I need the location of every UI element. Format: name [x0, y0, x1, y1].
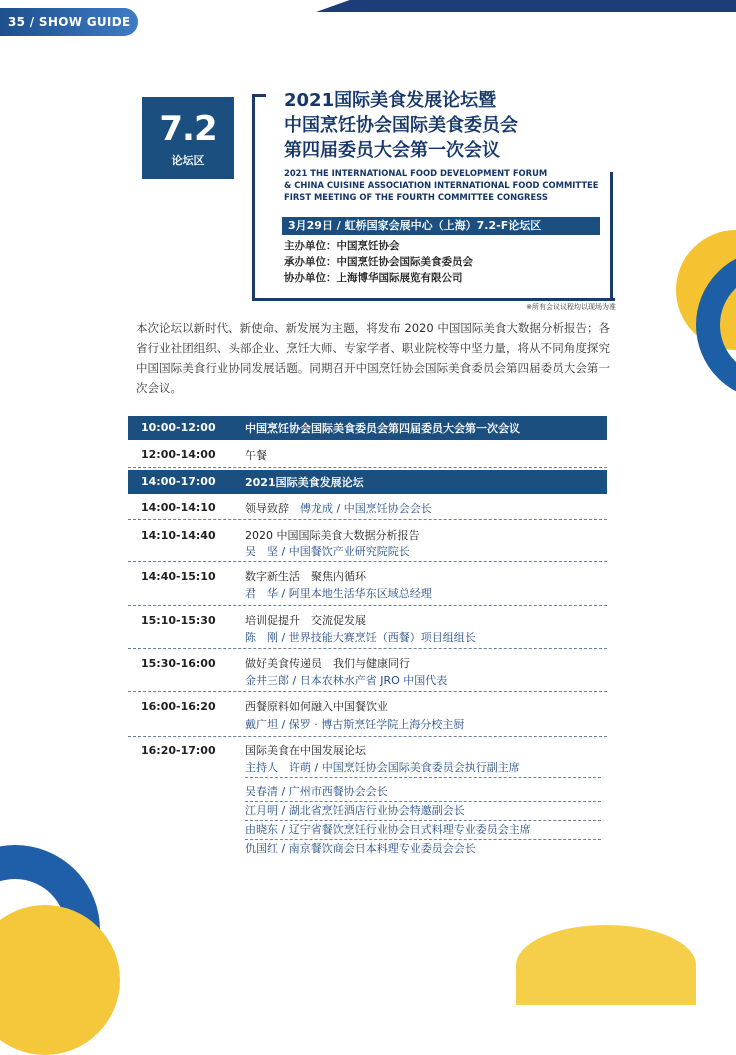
title-line: 2021国际美食发展论坛暨 — [284, 90, 497, 111]
schedule-row — [128, 562, 607, 606]
organizer-undertaker: 承办单位：中国烹饪协会国际美食委员会 — [284, 256, 473, 268]
row-time: 14:00-17:00 — [141, 475, 216, 488]
row-title: 午餐 — [245, 449, 267, 462]
page-tab: 35 / SHOW GUIDE — [0, 8, 138, 36]
row-title: 中国烹饪协会国际美食委员会第四届委员大会第一次会议 — [245, 422, 520, 435]
panelist: 由晓东 / 辽宁省餐饮烹饪行业协会日式料理专业委员会主席 — [245, 821, 601, 840]
bottom-left-yellow-circle — [0, 905, 120, 1055]
row-speaker: 君 华 / 阿里本地生活华东区域总经理 — [245, 587, 432, 600]
row-speaker: 陈 刚 / 世界技能大赛烹饪（西餐）项目组组长 — [245, 631, 476, 644]
row-time: 14:00-14:10 — [141, 501, 216, 514]
row-time: 14:40-15:10 — [141, 570, 216, 583]
row-host: 主持人 许萌 / 中国烹饪协会国际美食委员会执行副主席 — [245, 759, 601, 778]
schedule-row — [128, 649, 607, 692]
subtitle-line: 2021 THE INTERNATIONAL FOOD DEVELOPMENT FORUM — [284, 168, 548, 178]
bottom-right-yellow-shape — [516, 925, 696, 1005]
badge-label: 论坛区 — [171, 154, 205, 167]
title-line: 第四届委员大会第一次会议 — [284, 140, 500, 161]
schedule-row — [128, 470, 607, 494]
row-time: 16:20-17:00 — [141, 744, 216, 757]
agenda-note: ※所有会议议程均以现场为准 — [526, 303, 616, 311]
row-time: 16:00-16:20 — [141, 700, 216, 713]
date-venue-bar: 3月29日 / 虹桥国家会展中心（上海）7.2-F论坛区 — [282, 217, 600, 235]
subtitle-line: & CHINA CUISINE ASSOCIATION INTERNATIONAL FOOD COMMITTEE — [284, 180, 599, 190]
row-title: 数字新生活 聚焦内循环 — [245, 570, 366, 583]
row-title: 2020 中国国际美食大数据分析报告 — [245, 529, 420, 542]
panelist: 江月明 / 湖北省烹饪酒店行业协会特邀副会长 — [245, 802, 601, 821]
organizer-host: 主办单位：中国烹饪协会 — [284, 240, 400, 252]
row-title: 领导致辞 — [245, 502, 289, 515]
row-time: 14:10-14:40 — [141, 529, 216, 542]
organizer-co: 协办单位：上海博华国际展览有限公司 — [284, 272, 463, 284]
frame-right-line — [610, 172, 613, 301]
badge-number: 7.2 — [159, 109, 217, 149]
row-title: 培训促提升 交流促发展 — [245, 614, 366, 627]
row-speaker: 傅龙成 / 中国烹饪协会会长 — [300, 502, 432, 515]
subtitle-line: FIRST MEETING OF THE FOURTH COMMITTEE CONGRESS — [284, 192, 548, 202]
row-title: 2021国际美食发展论坛 — [245, 476, 364, 489]
schedule-row — [128, 692, 607, 737]
panelist: 吴春清 / 广州市西餐协会会长 — [245, 783, 601, 802]
row-time: 15:10-15:30 — [141, 614, 216, 627]
row-speaker: 金井三郎 / 日本农林水产省 JRO 中国代表 — [245, 674, 448, 687]
row-content — [245, 500, 601, 517]
title-line: 中国烹饪协会国际美食委员会 — [284, 115, 518, 136]
schedule-row — [128, 442, 607, 468]
schedule-row — [128, 606, 607, 649]
frame-top-tick — [252, 94, 266, 97]
row-speaker: 戴广坦 / 保罗 · 博古斯烹饪学院上海分校主厨 — [245, 718, 465, 731]
event-title — [284, 88, 604, 163]
row-time: 10:00-12:00 — [141, 421, 216, 434]
top-decoration-bar — [316, 0, 736, 12]
event-subtitle — [284, 167, 604, 203]
row-title: 做好美食传递员 我们与健康同行 — [245, 657, 410, 670]
row-speaker: 吴 坚 / 中国餐饮产业研究院院长 — [245, 545, 410, 558]
schedule-row — [128, 416, 607, 440]
schedule-row — [128, 496, 607, 520]
panelist: 仇国红 / 南京餐饮商会日本料理专业委员会会长 — [245, 842, 476, 855]
schedule-row — [128, 520, 607, 562]
row-title: 国际美食在中国发展论坛 — [245, 744, 366, 757]
row-time: 15:30-16:00 — [141, 657, 216, 670]
row-time: 12:00-14:00 — [141, 448, 216, 461]
area-badge — [142, 97, 234, 179]
row-title: 西餐原料如何融入中国餐饮业 — [245, 700, 388, 713]
intro-paragraph: 本次论坛以新时代、新使命、新发展为主题，将发布 2020 中国国际美食大数据分析报告；各省行业社团组织、头部企业、烹饪大师、专家学者、职业院校等中坚力量，将从不同角度探究中国国际美食行业协同发展话题。同期召开中国烹饪协会国际美食委员会第四届委员大会第一次会议。 — [136, 321, 610, 395]
schedule-table — [128, 416, 607, 861]
schedule-row-panel — [128, 737, 607, 861]
